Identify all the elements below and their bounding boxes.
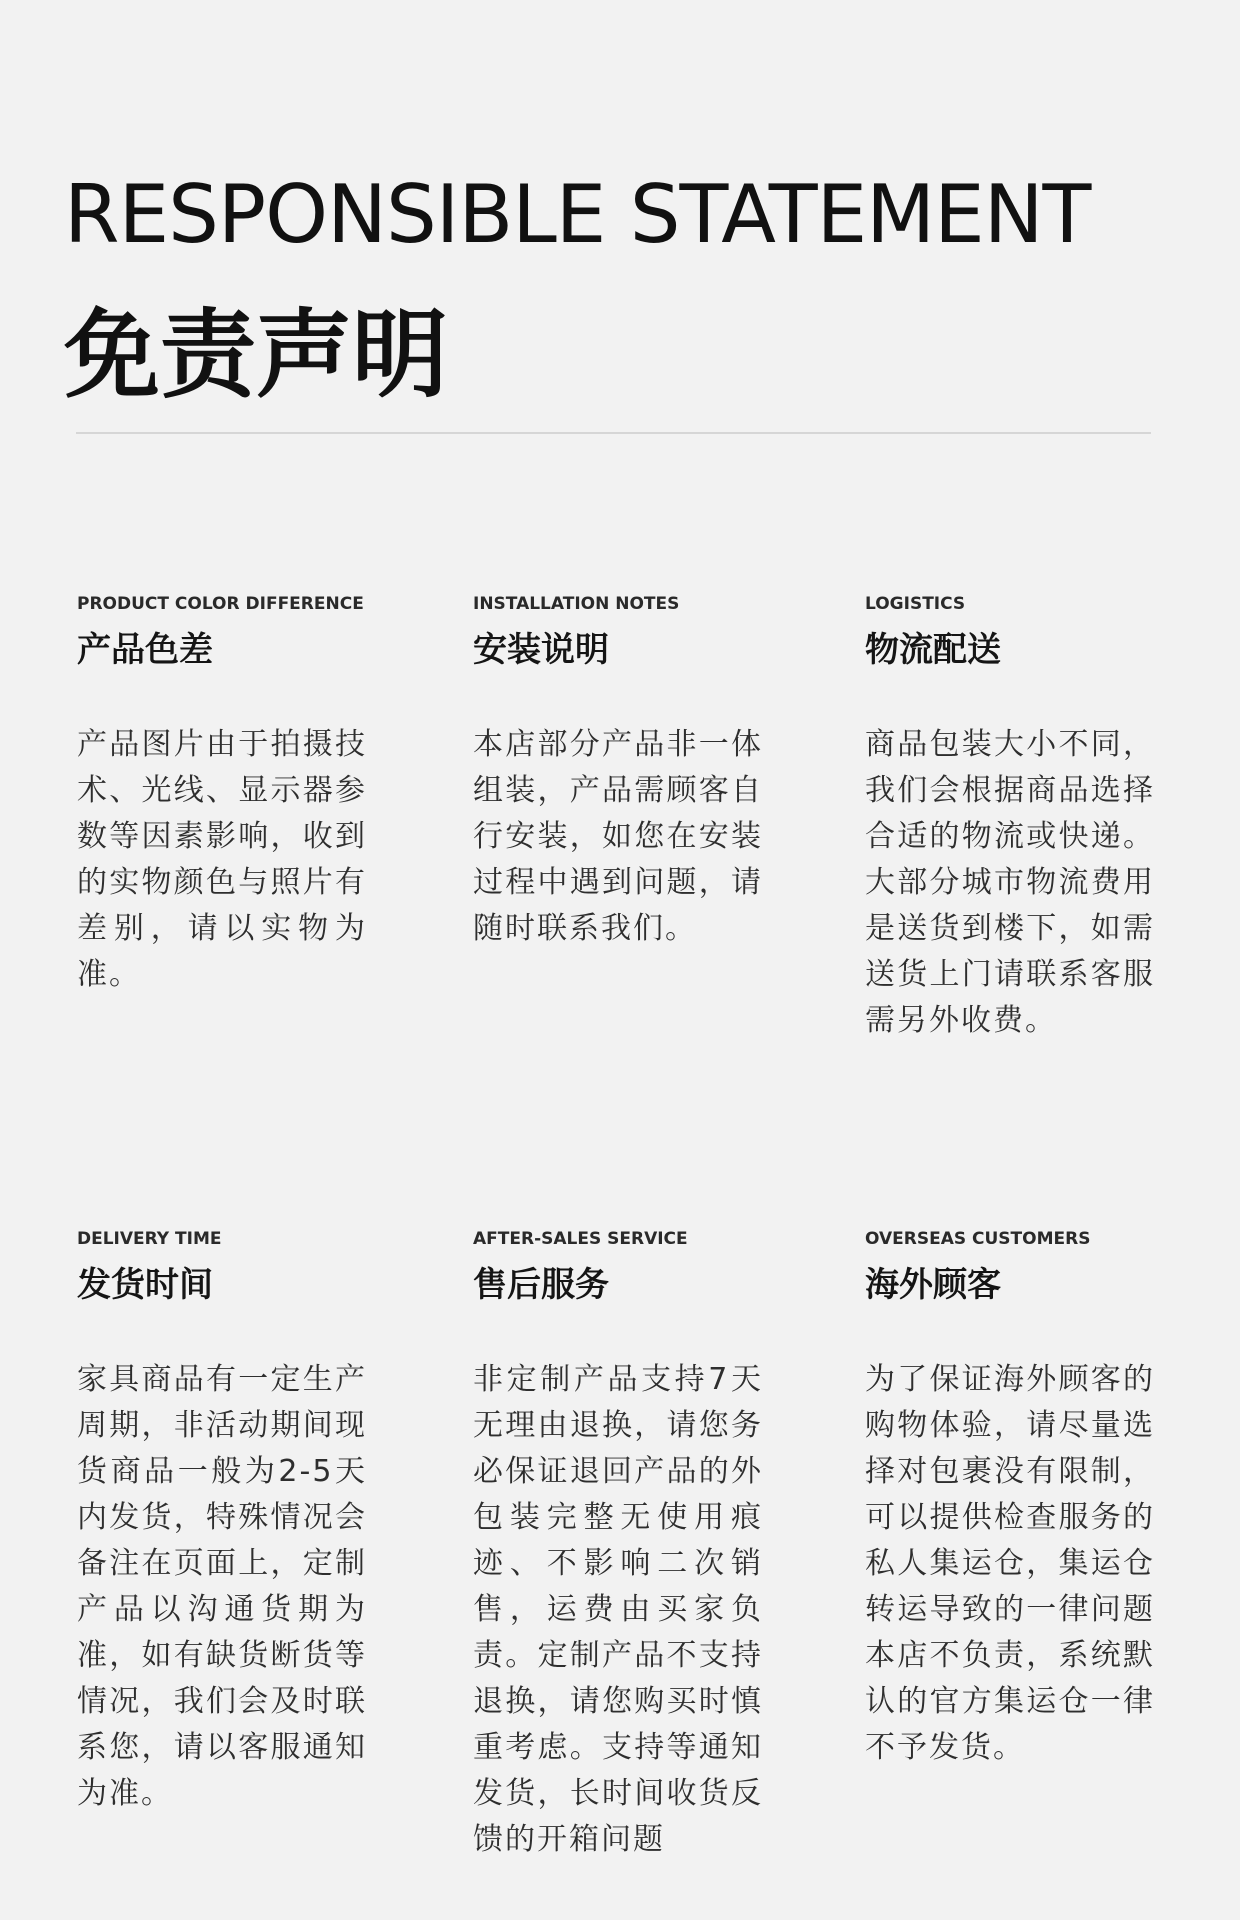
section-text: 非定制产品支持7天无理由退换，请您务必保证退回产品的外包装完整无使用痕迹、不影响二次销售，运费由买家负责。定制产品不支持退换，请您购买时慎重考虑。支持等通知发货，长时间收货反馈的开箱问题 — [473, 1362, 763, 1857]
section-heading: 海外顾客 — [865, 1265, 1001, 1305]
page-title-english: RESPONSIBLE STATEMENT — [64, 168, 1091, 261]
section-heading: 安装说明 — [473, 630, 609, 670]
section-label-english: AFTER-SALES SERVICE — [473, 1229, 688, 1249]
section-logistics — [865, 592, 1165, 1044]
section-heading: 物流配送 — [865, 630, 1001, 670]
section-heading: 产品色差 — [77, 630, 213, 670]
section-text: 为了保证海外顾客的购物体验，请尽量选择对包裹没有限制，可以提供检查服务的私人集运仓，集运仓转运导致的一律问题本店不负责，系统默认的官方集运仓一律不予发货。 — [865, 1362, 1155, 1765]
page-title-chinese: 免责声明 — [64, 299, 448, 411]
section-delivery-time — [77, 1227, 377, 1817]
header-divider — [76, 432, 1151, 434]
section-text: 本店部分产品非一体组装，产品需顾客自行安装，如您在安装过程中遇到问题，请随时联系我们。 — [473, 727, 763, 946]
section-label-english: LOGISTICS — [865, 594, 966, 614]
section-text: 商品包装大小不同，我们会根据商品选择合适的物流或快递。大部分城市物流费用是送货到楼下，如需送货上门请联系客服需另外收费。 — [865, 727, 1155, 1038]
section-text: 产品图片由于拍摄技术、光线、显示器参数等因素影响，收到的实物颜色与照片有差别，请以实物为准。 — [77, 727, 367, 992]
section-heading: 发货时间 — [77, 1265, 213, 1305]
section-label-english: OVERSEAS CUSTOMERS — [865, 1229, 1091, 1249]
section-after-sales-service — [473, 1227, 773, 1863]
section-product-color-difference — [77, 592, 377, 998]
section-label-english: INSTALLATION NOTES — [473, 594, 680, 614]
section-heading: 售后服务 — [473, 1265, 609, 1305]
section-label-english: DELIVERY TIME — [77, 1229, 222, 1249]
section-overseas-customers — [865, 1227, 1165, 1771]
section-label-english: PRODUCT COLOR DIFFERENCE — [77, 594, 364, 614]
section-installation-notes — [473, 592, 773, 952]
section-text: 家具商品有一定生产周期，非活动期间现货商品一般为2-5天内发货，特殊情况会备注在页面上，定制产品以沟通货期为准，如有缺货断货等情况，我们会及时联系您，请以客服通知为准。 — [77, 1362, 367, 1811]
